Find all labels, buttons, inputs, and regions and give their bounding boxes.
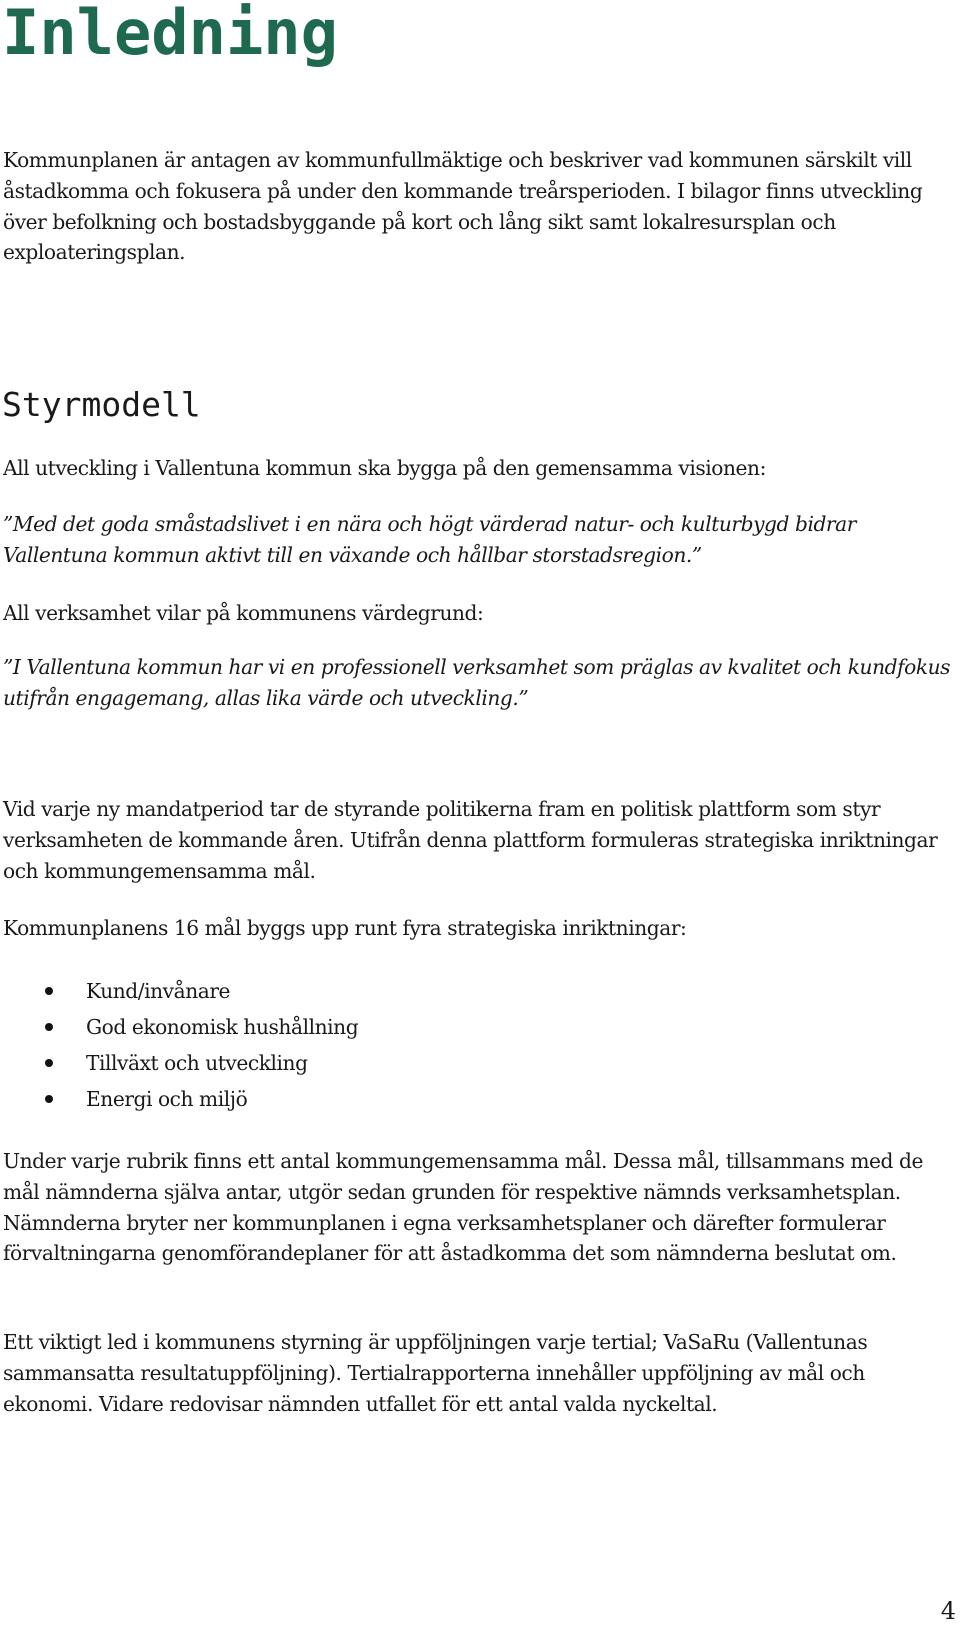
vision-intro: All utveckling i Vallentuna kommun ska bygga på den gemensamma visionen: — [3, 456, 766, 480]
list-item: God ekonomisk hushållning — [0, 1009, 900, 1045]
list-item: Tillväxt och utveckling — [0, 1045, 900, 1081]
goals-paragraph: Under varje rubrik finns ett antal kommungemensamma mål. Dessa mål, tillsammans med de mål nämnderna själva antar, utgör sedan grunden för respektive nämnds verksamhetsplan. Nämnderna bryter ner kommunplanen i egna verksamhetsplaner och därefter formulerar förvaltningarna genomförandeplaner för att åstadkomma det som nämnderna beslutat om. — [3, 1149, 923, 1266]
followup-paragraph: Ett viktigt led i kommunens styrning är uppföljningen varje tertial; VaSaRu (Vallentunas sammansatta resultatuppföljning). Tertialrapporterna innehåller uppföljning av mål och ekonomi. Vidare redovisar nämnden utfallet för ett antal valda nyckeltal. — [3, 1330, 868, 1416]
page-number: 4 — [940, 1597, 956, 1625]
values-intro: All verksamhet vilar på kommunens värdegrund: — [3, 601, 484, 625]
bullet-icon — [45, 987, 53, 995]
bullet-icon — [45, 1059, 53, 1067]
list-item: Energi och miljö — [0, 1081, 900, 1117]
bullet-icon — [45, 1095, 53, 1103]
page-title: Inledning — [2, 0, 338, 69]
intro-paragraph: Kommunplanen är antagen av kommunfullmäktige och beskriver vad kommunen särskilt vill åstadkomma och fokusera på under den kommande treårsperioden. I bilagor finns utveckling över befolkning och bostadsbyggande på kort och lång sikt samt lokalresursplan och exploateringsplan. — [3, 148, 923, 265]
strategic-directions-list — [0, 973, 900, 1117]
values-quote: ”I Vallentuna kommun har vi en professionell verksamhet som präglas av kvalitet och kundfokus utifrån engagemang, allas lika värde och utveckling.” — [3, 655, 951, 710]
mandate-paragraph: Vid varje ny mandatperiod tar de styrande politikerna fram en politisk plattform som styr verksamheten de kommande åren. Utifrån denna plattform formuleras strategiska inriktningar och kommungemensamma mål. — [3, 797, 938, 883]
goals-intro: Kommunplanens 16 mål byggs upp runt fyra strategiska inriktningar: — [3, 916, 687, 940]
bullet-icon — [45, 1023, 53, 1031]
vision-quote: ”Med det goda småstadslivet i en nära och högt värderad natur- och kulturbygd bidrar Vallentuna kommun aktivt till en växande och hållbar storstadsregion.” — [3, 512, 856, 567]
section-title: Styrmodell — [2, 385, 201, 424]
list-item: Kund/invånare — [0, 973, 900, 1009]
